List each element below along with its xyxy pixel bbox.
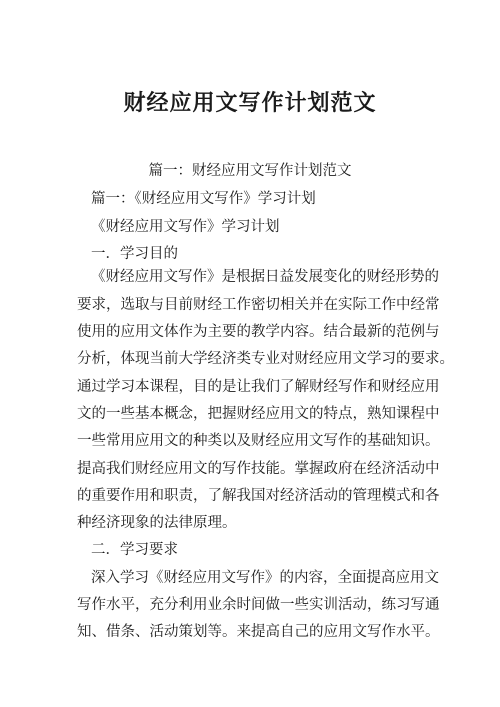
- heading-study-plan: 《财经应用文写作》学习计划: [91, 219, 280, 235]
- paragraph-line: 的重要作用和职责，了解我国对经济活动的管理模式和各: [77, 488, 440, 504]
- document-title: 财经应用文写作计划范文: [123, 90, 377, 116]
- document-subtitle: 篇一：财经应用文写作计划范文: [148, 163, 352, 179]
- paragraph-line: 知、借条、活动策划等。来提高自己的应用文写作水平。: [77, 624, 440, 640]
- paragraph-line: 一些常用应用文的种类以及财经应用文写作的基础知识。: [77, 433, 440, 449]
- paragraph-line: 深入学习《财经应用文写作》的内容，全面提高应用文: [91, 570, 439, 586]
- section-heading-purpose: 一．学习目的: [91, 246, 178, 262]
- paragraph-line: 文的一些基本概念，把握财经应用文的特点，熟知课程中: [77, 406, 440, 422]
- paragraph-line: 写作水平，充分利用业余时间做一些实训活动，练习写通: [77, 597, 440, 613]
- paragraph-line: 提高我们财经应用文的写作技能。掌握政府在经济活动中: [77, 461, 440, 477]
- paragraph-line: 使用的应用文体作为主要的教学内容。结合最新的范例与: [77, 324, 440, 340]
- paragraph-line: 要求，选取与目前财经工作密切相关并在实际工作中经常: [77, 297, 440, 313]
- paragraph-line: 种经济现象的法律原理。: [77, 515, 237, 531]
- paragraph-line: 《财经应用文写作》是根据日益发展变化的财经形势的: [91, 269, 439, 285]
- paragraph-line: 分析，体现当前大学经济类专业对财经应用文学习的要求。: [77, 351, 454, 367]
- heading-part-one: 篇一：《财经应用文写作》学习计划: [91, 191, 316, 207]
- section-heading-requirements: 二．学习要求: [91, 542, 178, 558]
- paragraph-line: 通过学习本课程，目的是让我们了解财经写作和财经应用: [77, 379, 440, 395]
